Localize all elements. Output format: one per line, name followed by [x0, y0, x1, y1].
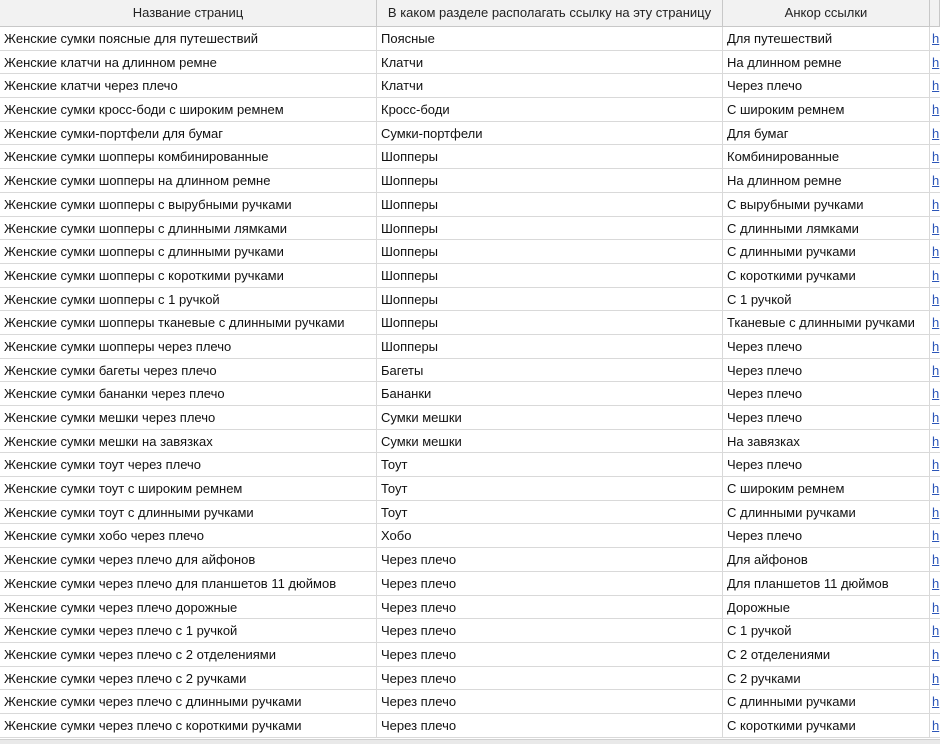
cell-link[interactable]	[930, 430, 940, 453]
cell-link[interactable]	[930, 714, 940, 737]
cell-anchor[interactable]: С широким ремнем	[723, 98, 930, 121]
cell-link[interactable]	[930, 217, 940, 240]
cell-link[interactable]	[930, 335, 940, 358]
link-text[interactable]: h	[932, 196, 940, 212]
table-row	[0, 690, 940, 714]
cell-link[interactable]	[930, 667, 940, 690]
cell-section[interactable]: Шопперы	[377, 145, 723, 168]
cell-section[interactable]: Через плечо	[377, 548, 723, 571]
link-text[interactable]: h	[932, 528, 940, 544]
cell-link[interactable]	[930, 572, 940, 595]
cell-section[interactable]: Через плечо	[377, 596, 723, 619]
cell-section[interactable]: Хобо	[377, 524, 723, 547]
cell-anchor[interactable]: С 1 ручкой	[723, 619, 930, 642]
table-row	[0, 74, 940, 98]
table-row	[0, 27, 940, 51]
cell-section[interactable]: Клатчи	[377, 51, 723, 74]
table-row	[0, 406, 940, 430]
cell-anchor[interactable]: На длинном ремне	[723, 169, 930, 192]
cell-page-name[interactable]: Женские сумки-портфели для бумаг	[0, 122, 377, 145]
link-text[interactable]: h	[932, 149, 940, 165]
cell-section[interactable]: Клатчи	[377, 74, 723, 97]
link-text[interactable]: h	[932, 575, 940, 591]
cell-anchor[interactable]: С вырубными ручками	[723, 193, 930, 216]
cell-section[interactable]: Тоут	[377, 453, 723, 476]
cell-page-name[interactable]: Женские сумки через плечо для планшетов 11 дюймов	[0, 572, 377, 595]
horizontal-scrollbar[interactable]	[0, 739, 940, 744]
table-row	[0, 122, 940, 146]
cell-page-name[interactable]: Женские сумки шопперы комбинированные	[0, 145, 377, 168]
cell-link[interactable]	[930, 524, 940, 547]
cell-link[interactable]	[930, 98, 940, 121]
cell-page-name[interactable]: Женские сумки тоут с широким ремнем	[0, 477, 377, 500]
cell-anchor[interactable]: С длинными ручками	[723, 240, 930, 263]
cell-anchor[interactable]: С длинными лямками	[723, 217, 930, 240]
table-row	[0, 311, 940, 335]
cell-link[interactable]	[930, 193, 940, 216]
cell-link[interactable]	[930, 311, 940, 334]
table-row	[0, 169, 940, 193]
cell-anchor[interactable]: С 2 ручками	[723, 667, 930, 690]
table-row	[0, 382, 940, 406]
cell-section[interactable]: Через плечо	[377, 572, 723, 595]
cell-section[interactable]: Тоут	[377, 501, 723, 524]
cell-page-name[interactable]: Женские сумки через плечо с 1 ручкой	[0, 619, 377, 642]
column-header-link[interactable]	[930, 0, 940, 26]
cell-link[interactable]	[930, 264, 940, 287]
link-text[interactable]: h	[932, 291, 940, 307]
cell-page-name[interactable]: Женские сумки шопперы через плечо	[0, 335, 377, 358]
cell-anchor[interactable]: Через плечо	[723, 382, 930, 405]
cell-page-name[interactable]: Женские сумки багеты через плечо	[0, 359, 377, 382]
cell-section[interactable]: Шопперы	[377, 264, 723, 287]
table-row	[0, 335, 940, 359]
link-text[interactable]: h	[932, 102, 940, 118]
cell-anchor[interactable]: Комбинированные	[723, 145, 930, 168]
cell-link[interactable]	[930, 406, 940, 429]
link-text[interactable]: h	[932, 717, 940, 733]
cell-section[interactable]: Шопперы	[377, 335, 723, 358]
cell-anchor[interactable]: Через плечо	[723, 359, 930, 382]
table-row	[0, 430, 940, 454]
cell-section[interactable]: Через плечо	[377, 643, 723, 666]
cell-section[interactable]: Шопперы	[377, 217, 723, 240]
cell-section[interactable]: Через плечо	[377, 690, 723, 713]
link-text[interactable]: h	[932, 433, 940, 449]
table-row	[0, 477, 940, 501]
link-text[interactable]: h	[932, 386, 940, 402]
cell-link[interactable]	[930, 619, 940, 642]
cell-page-name[interactable]: Женские сумки шопперы с вырубными ручками	[0, 193, 377, 216]
cell-page-name[interactable]: Женские сумки тоут с длинными ручками	[0, 501, 377, 524]
cell-page-name[interactable]: Женские сумки бананки через плечо	[0, 382, 377, 405]
cell-anchor[interactable]: Для путешествий	[723, 27, 930, 50]
table-row	[0, 667, 940, 691]
link-text[interactable]: h	[932, 623, 940, 639]
cell-section[interactable]: Шопперы	[377, 288, 723, 311]
cell-anchor[interactable]: Для бумаг	[723, 122, 930, 145]
cell-anchor[interactable]: С длинными ручками	[723, 501, 930, 524]
table-row	[0, 524, 940, 548]
table-row	[0, 264, 940, 288]
cell-link[interactable]	[930, 145, 940, 168]
link-text[interactable]: h	[932, 504, 940, 520]
table-body	[0, 27, 940, 738]
cell-anchor[interactable]: С 2 отделениями	[723, 643, 930, 666]
cell-section[interactable]: Через плечо	[377, 667, 723, 690]
cell-link[interactable]	[930, 548, 940, 571]
link-text[interactable]: h	[932, 244, 940, 260]
cell-anchor[interactable]: Через плечо	[723, 524, 930, 547]
cell-link[interactable]	[930, 27, 940, 50]
column-header-anchor[interactable]: Анкор ссылки	[723, 0, 930, 26]
column-header-section[interactable]: В каком разделе располагать ссылку на эту страницу	[377, 0, 723, 26]
cell-anchor[interactable]: Для планшетов 11 дюймов	[723, 572, 930, 595]
table-row	[0, 619, 940, 643]
cell-link[interactable]	[930, 288, 940, 311]
column-header-page-name[interactable]: Название страниц	[0, 0, 377, 26]
table-row	[0, 193, 940, 217]
cell-section[interactable]: Сумки-портфели	[377, 122, 723, 145]
cell-anchor[interactable]: Через плечо	[723, 74, 930, 97]
cell-page-name[interactable]: Женские сумки через плечо с короткими ручками	[0, 714, 377, 737]
cell-page-name[interactable]: Женские сумки шопперы с короткими ручками	[0, 264, 377, 287]
cell-link[interactable]	[930, 382, 940, 405]
table-row	[0, 453, 940, 477]
cell-link[interactable]	[930, 240, 940, 263]
cell-anchor[interactable]: С 1 ручкой	[723, 288, 930, 311]
link-text[interactable]: h	[932, 552, 940, 568]
table-row	[0, 98, 940, 122]
cell-page-name[interactable]: Женские сумки поясные для путешествий	[0, 27, 377, 50]
cell-page-name[interactable]: Женские сумки мешки на завязках	[0, 430, 377, 453]
cell-anchor[interactable]: С длинными ручками	[723, 690, 930, 713]
table-row	[0, 714, 940, 738]
header-row	[0, 0, 940, 27]
cell-page-name[interactable]: Женские сумки шопперы на длинном ремне	[0, 169, 377, 192]
cell-page-name[interactable]: Женские сумки шопперы тканевые с длинными ручками	[0, 311, 377, 334]
cell-section[interactable]: Багеты	[377, 359, 723, 382]
table-row	[0, 643, 940, 667]
cell-section[interactable]: Через плечо	[377, 714, 723, 737]
cell-section[interactable]: Кросс-боди	[377, 98, 723, 121]
cell-section[interactable]: Сумки мешки	[377, 406, 723, 429]
cell-anchor[interactable]: Дорожные	[723, 596, 930, 619]
cell-section[interactable]: Шопперы	[377, 169, 723, 192]
cell-section[interactable]: Бананки	[377, 382, 723, 405]
cell-page-name[interactable]: Женские сумки хобо через плечо	[0, 524, 377, 547]
link-text[interactable]: h	[932, 410, 940, 425]
cell-anchor[interactable]: На длинном ремне	[723, 51, 930, 74]
table-row	[0, 288, 940, 312]
cell-section[interactable]: Поясные	[377, 27, 723, 50]
cell-link[interactable]	[930, 596, 940, 619]
cell-section[interactable]: Сумки мешки	[377, 430, 723, 453]
cell-anchor[interactable]: Тканевые с длинными ручками	[723, 311, 930, 334]
link-text[interactable]: h	[932, 31, 940, 46]
cell-link[interactable]	[930, 477, 940, 500]
cell-page-name[interactable]: Женские клатчи на длинном ремне	[0, 51, 377, 74]
cell-anchor[interactable]: С широким ремнем	[723, 477, 930, 500]
link-text[interactable]: h	[932, 267, 940, 283]
cell-anchor[interactable]: С короткими ручками	[723, 264, 930, 287]
link-text[interactable]: h	[932, 670, 940, 686]
cell-page-name[interactable]: Женские сумки кросс-боди с широким ремнем	[0, 98, 377, 121]
link-text[interactable]: h	[932, 599, 940, 615]
cell-section[interactable]: Через плечо	[377, 619, 723, 642]
cell-link[interactable]	[930, 690, 940, 713]
cell-page-name[interactable]: Женские сумки шопперы с длинными ручками	[0, 240, 377, 263]
cell-section[interactable]: Шопперы	[377, 311, 723, 334]
cell-link[interactable]	[930, 643, 940, 666]
cell-link[interactable]	[930, 122, 940, 145]
cell-section[interactable]: Шопперы	[377, 193, 723, 216]
table-row	[0, 240, 940, 264]
link-text[interactable]: h	[932, 481, 940, 497]
cell-page-name[interactable]: Женские сумки мешки через плечо	[0, 406, 377, 429]
cell-link[interactable]	[930, 169, 940, 192]
link-text[interactable]: h	[932, 457, 940, 473]
cell-anchor[interactable]: Через плечо	[723, 406, 930, 429]
cell-section[interactable]: Шопперы	[377, 240, 723, 263]
link-text[interactable]: h	[932, 125, 940, 141]
link-text[interactable]: h	[932, 694, 940, 710]
cell-page-name[interactable]: Женские сумки через плечо с 2 ручками	[0, 667, 377, 690]
cell-link[interactable]	[930, 359, 940, 382]
link-text[interactable]: h	[932, 173, 940, 189]
cell-page-name[interactable]: Женские сумки через плечо с 2 отделениями	[0, 643, 377, 666]
link-text[interactable]: h	[932, 315, 940, 331]
link-text[interactable]: h	[932, 54, 940, 70]
link-text[interactable]: h	[932, 362, 940, 378]
cell-link[interactable]	[930, 74, 940, 97]
cell-page-name[interactable]: Женские сумки через плечо с длинными ручками	[0, 690, 377, 713]
link-text[interactable]: h	[932, 220, 940, 236]
cell-anchor[interactable]: Через плечо	[723, 453, 930, 476]
cell-link[interactable]	[930, 501, 940, 524]
cell-page-name[interactable]: Женские клатчи через плечо	[0, 74, 377, 97]
table-row	[0, 501, 940, 525]
cell-page-name[interactable]: Женские сумки шопперы с 1 ручкой	[0, 288, 377, 311]
cell-anchor[interactable]: Через плечо	[723, 335, 930, 358]
link-text[interactable]: h	[932, 78, 940, 94]
cell-page-name[interactable]: Женские сумки через плечо для айфонов	[0, 548, 377, 571]
table-row	[0, 359, 940, 383]
cell-page-name[interactable]: Женские сумки через плечо дорожные	[0, 596, 377, 619]
link-text[interactable]: h	[932, 646, 940, 662]
cell-page-name[interactable]: Женские сумки тоут через плечо	[0, 453, 377, 476]
table-row	[0, 548, 940, 572]
table-row	[0, 51, 940, 75]
cell-link[interactable]	[930, 51, 940, 74]
table-row	[0, 572, 940, 596]
cell-anchor[interactable]: На завязках	[723, 430, 930, 453]
cell-page-name[interactable]: Женские сумки шопперы с длинными лямками	[0, 217, 377, 240]
cell-link[interactable]	[930, 453, 940, 476]
table-row	[0, 217, 940, 241]
link-text[interactable]: h	[932, 338, 940, 354]
cell-anchor[interactable]: Для айфонов	[723, 548, 930, 571]
table-row	[0, 596, 940, 620]
table-row	[0, 145, 940, 169]
cell-anchor[interactable]: С короткими ручками	[723, 714, 930, 737]
cell-section[interactable]: Тоут	[377, 477, 723, 500]
